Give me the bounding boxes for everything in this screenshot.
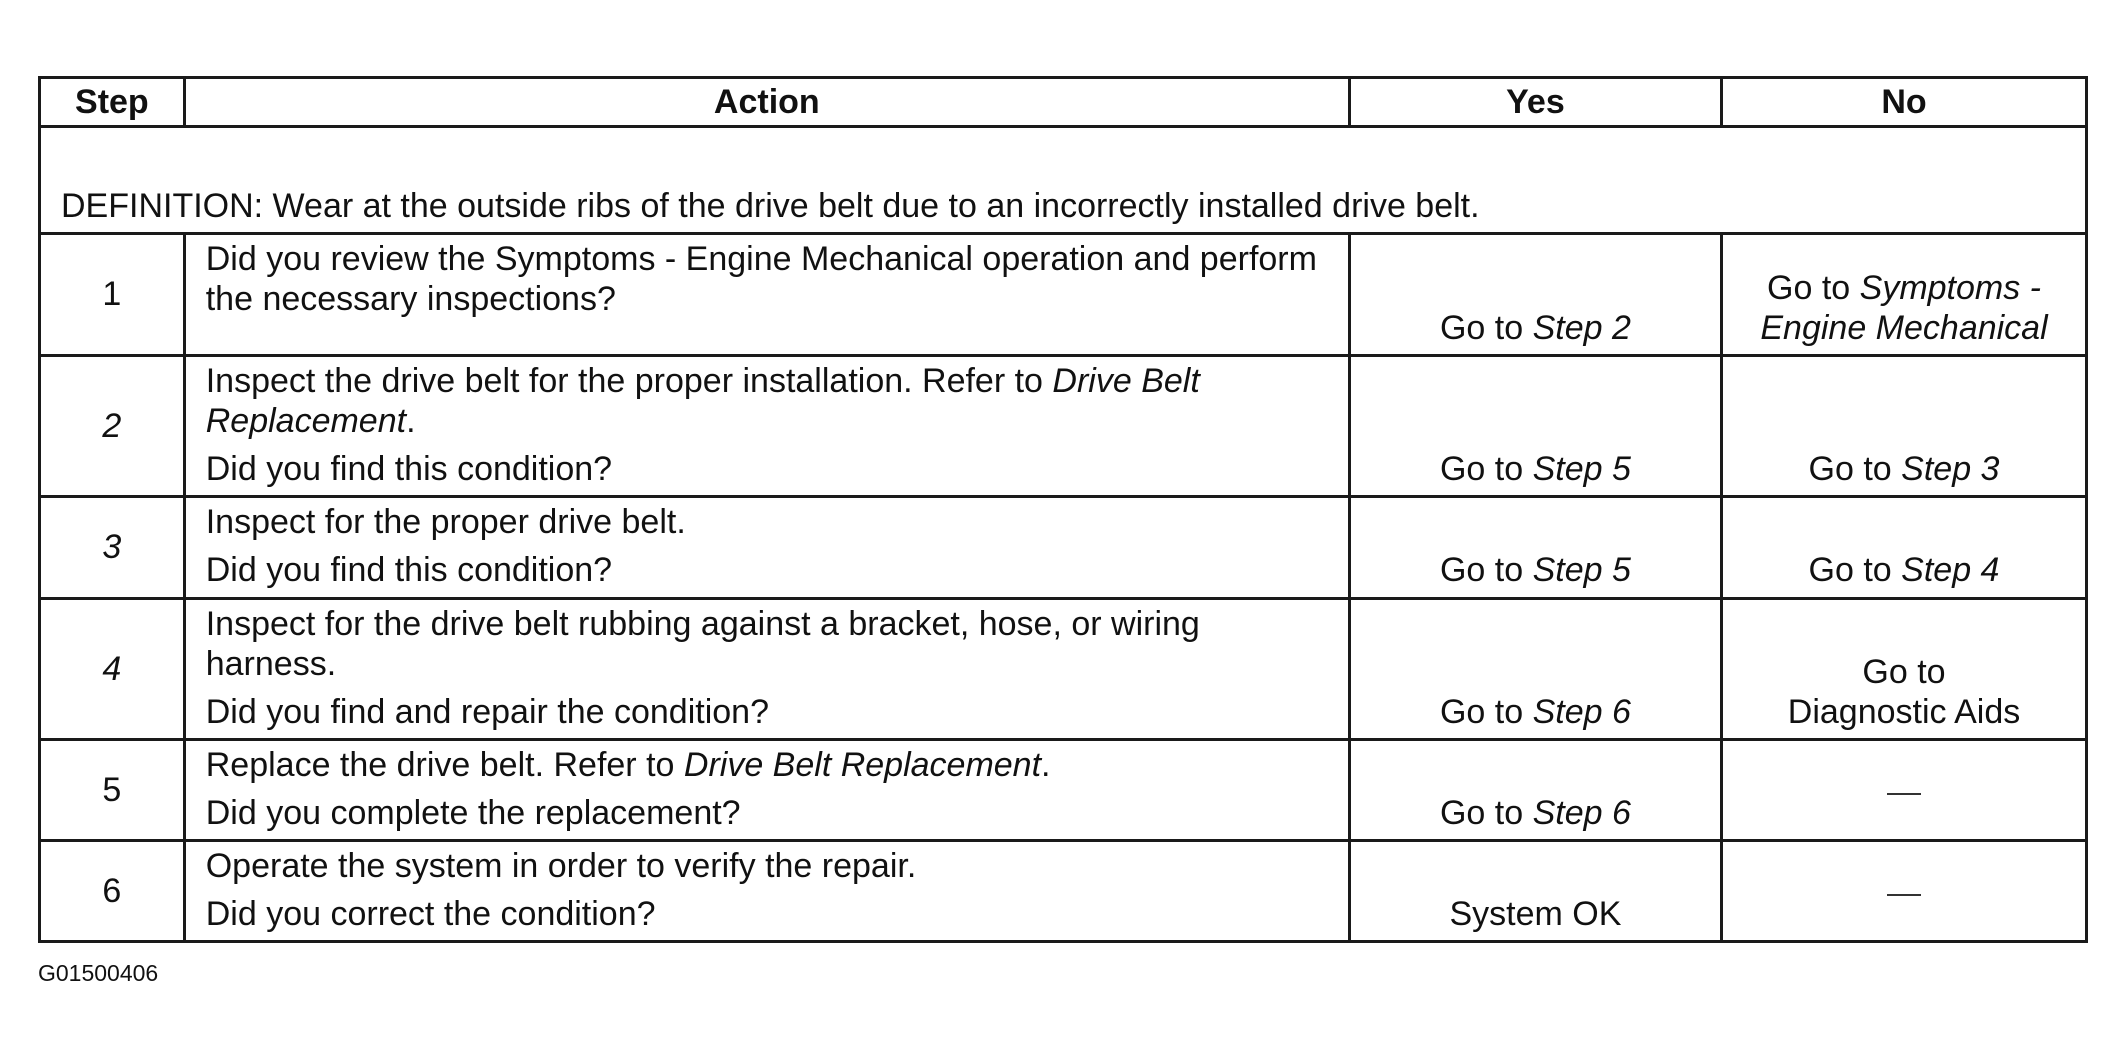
no-prefix: Go to xyxy=(1767,268,1860,307)
action-instruction xyxy=(206,745,1332,785)
step-number: 6 xyxy=(40,841,185,942)
not-applicable-dash xyxy=(1887,793,1921,795)
action-punct: . xyxy=(406,402,416,441)
action-cell xyxy=(184,841,1349,942)
step-number: 4 xyxy=(40,598,185,739)
action-ref: Drive Belt Replacement xyxy=(205,362,1200,441)
header-row xyxy=(40,78,2087,127)
no-prefix: Go to xyxy=(1808,450,1902,489)
action-instruction: Inspect for the proper drive belt. xyxy=(205,503,686,542)
action-question: Did you find this condition? xyxy=(205,551,613,590)
yes-prefix: Go to xyxy=(1439,308,1533,347)
action-punct: . xyxy=(1041,745,1051,784)
yes-prefix: Go to xyxy=(1439,450,1533,489)
no-cell xyxy=(1722,841,2087,942)
action-cell xyxy=(184,497,1349,598)
action-instruction xyxy=(206,361,1332,441)
not-applicable-dash xyxy=(1887,894,1921,896)
action-ref: Drive Belt Replacement xyxy=(683,745,1042,784)
table-row xyxy=(40,739,2087,840)
table-row xyxy=(40,497,2087,598)
yes-cell xyxy=(1349,234,1721,356)
no-step-ref: Step 4 xyxy=(1901,551,2000,590)
action-cell xyxy=(184,739,1349,840)
table-row xyxy=(40,598,2087,739)
no-line-2: Diagnostic Aids xyxy=(1787,692,2021,731)
action-instruction: Inspect for the drive belt rubbing against a bracket, hose, or wiring harness. xyxy=(205,604,1200,683)
diagnostic-table xyxy=(38,76,2088,943)
action-question: Did you complete the replacement? xyxy=(205,793,741,832)
header-yes: Yes xyxy=(1349,78,1721,127)
table-row xyxy=(40,234,2087,356)
yes-step-ref: Step 5 xyxy=(1532,551,1631,590)
definition-text: DEFINITION: Wear at the outside ribs of the drive belt due to an incorrectly installed drive belt. xyxy=(40,127,2087,234)
header-step: Step xyxy=(40,78,185,127)
action-question: Did you find and repair the condition? xyxy=(205,692,769,731)
yes-cell xyxy=(1349,356,1721,497)
yes-prefix: Go to xyxy=(1439,551,1533,590)
yes-step-ref: Step 2 xyxy=(1532,308,1631,347)
header-no: No xyxy=(1722,78,2087,127)
yes-step-ref: Step 6 xyxy=(1532,692,1631,731)
figure-id: G01500406 xyxy=(38,960,159,986)
table-row xyxy=(40,356,2087,497)
action-question: Did you correct the condition? xyxy=(205,895,656,934)
yes-cell xyxy=(1349,739,1721,840)
action-instruction: Operate the system in order to verify the repair. xyxy=(205,847,917,886)
yes-cell: System OK xyxy=(1349,841,1721,942)
yes-step-ref: Step 5 xyxy=(1532,450,1631,489)
action-cell xyxy=(184,234,1349,356)
no-cell xyxy=(1722,598,2087,739)
yes-prefix: Go to xyxy=(1439,793,1533,832)
action-cell xyxy=(184,356,1349,497)
yes-cell xyxy=(1349,497,1721,598)
yes-step-ref: Step 6 xyxy=(1532,793,1631,832)
no-cell xyxy=(1722,234,2087,356)
no-cell xyxy=(1722,497,2087,598)
no-cell xyxy=(1722,356,2087,497)
no-cell xyxy=(1722,739,2087,840)
step-number: 5 xyxy=(40,739,185,840)
action-text: Did you review the Symptoms - Engine Mechanical operation and perform the necessary inspections? xyxy=(205,240,1317,319)
action-cell xyxy=(184,598,1349,739)
header-action: Action xyxy=(184,78,1349,127)
step-number: 1 xyxy=(40,234,185,356)
no-step-ref: Step 3 xyxy=(1901,450,2000,489)
step-number: 2 xyxy=(40,356,185,497)
no-line-1: Go to xyxy=(1862,652,1946,691)
step-number: 3 xyxy=(40,497,185,598)
table-row xyxy=(40,841,2087,942)
definition-row xyxy=(40,127,2087,234)
no-prefix: Go to xyxy=(1808,551,1902,590)
action-question: Did you find this condition? xyxy=(205,450,613,489)
action-text: Replace the drive belt. Refer to xyxy=(205,745,684,784)
action-text: Inspect the drive belt for the proper installation. Refer to xyxy=(205,362,1053,400)
yes-prefix: Go to xyxy=(1439,692,1533,731)
no-ref: Symptoms - Engine Mechanical xyxy=(1760,268,2048,347)
yes-cell xyxy=(1349,598,1721,739)
